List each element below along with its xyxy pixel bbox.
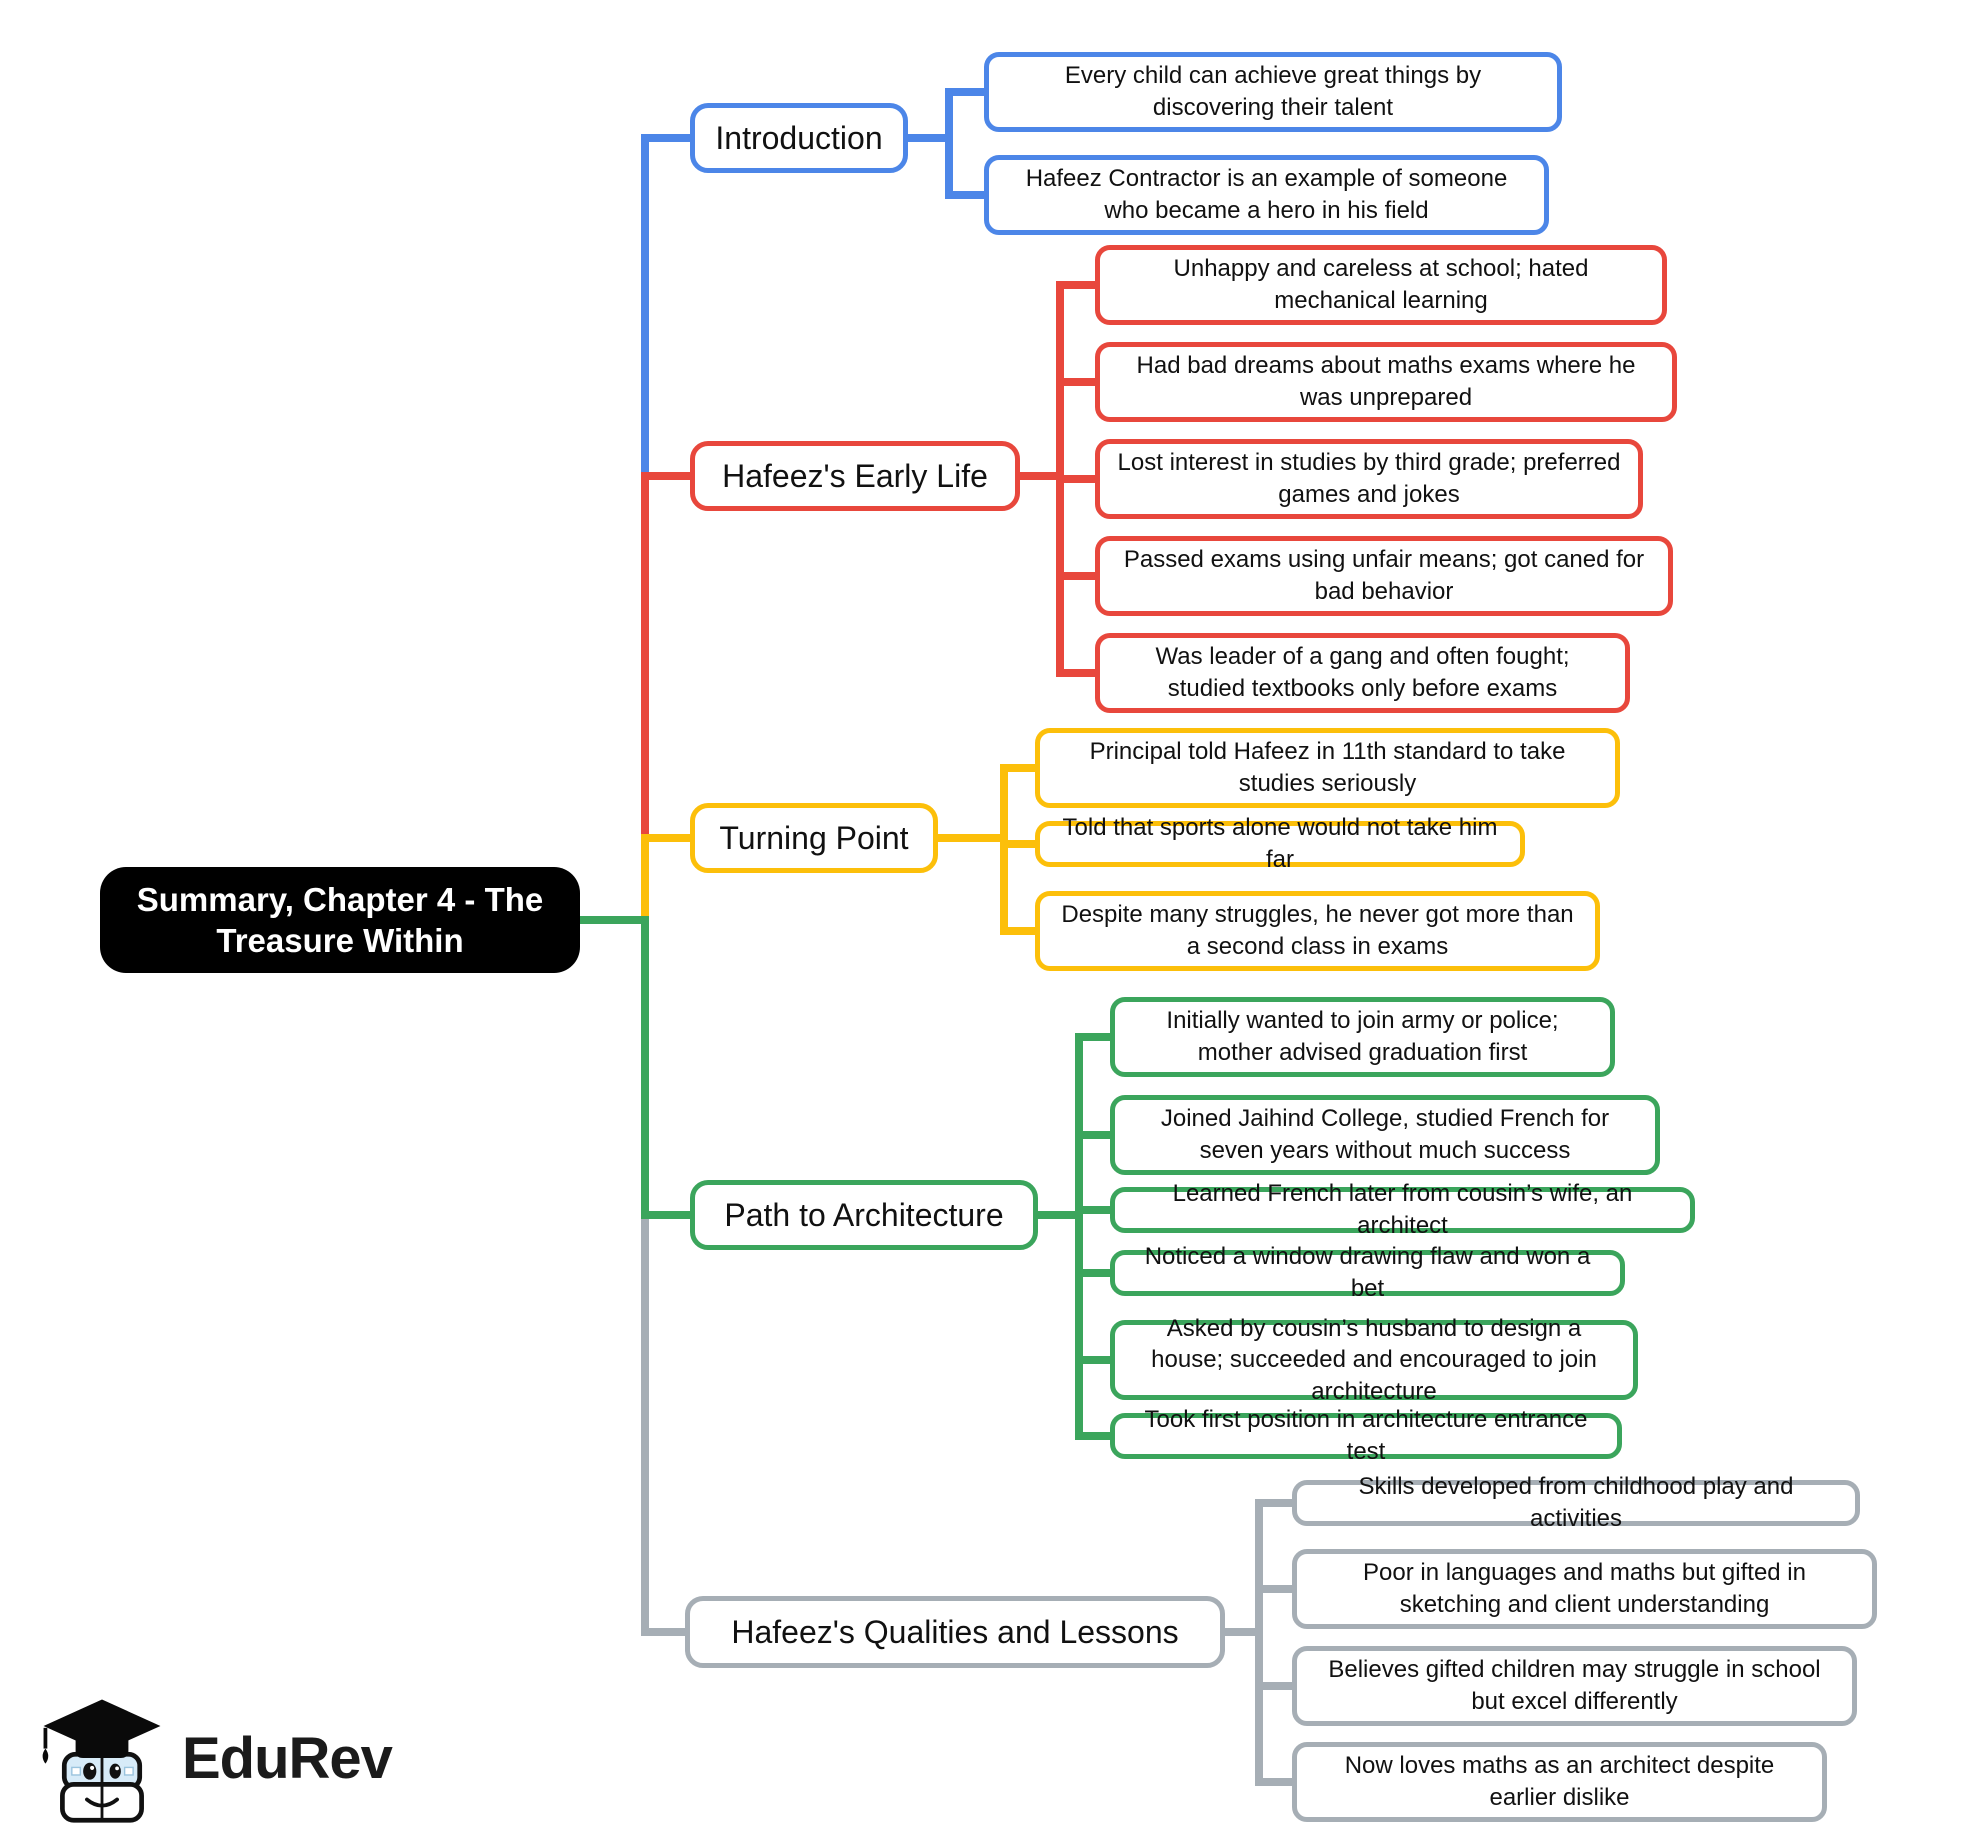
central-topic-node: Summary, Chapter 4 - The Treasure Within: [100, 867, 580, 973]
child-node-turning-1: Principal told Hafeez in 11th standard to take studies seriously: [1035, 728, 1620, 808]
branch-node-qualities-lessons: Hafeez's Qualities and Lessons: [685, 1596, 1225, 1668]
child-node-qualities-2: Poor in languages and maths but gifted in sketching and client understanding: [1292, 1549, 1877, 1629]
connector: [945, 88, 953, 199]
connector: [641, 1211, 696, 1219]
child-node-path-6: Took first position in architecture entrance test: [1110, 1413, 1622, 1459]
child-node-qualities-3: Believes gifted children may struggle in school but excel differently: [1292, 1646, 1857, 1726]
trunk-segment-gray: [641, 1211, 649, 1636]
branch-node-early-life: Hafeez's Early Life: [690, 441, 1020, 511]
child-node-path-2: Joined Jaihind College, studied French for seven years without much success: [1110, 1095, 1660, 1175]
child-node-path-4: Noticed a window drawing flaw and won a bet: [1110, 1250, 1625, 1296]
connector: [1000, 764, 1008, 935]
child-node-earlylife-5: Was leader of a gang and often fought; studied textbooks only before exams: [1095, 633, 1630, 713]
branch-node-path-to-architecture: Path to Architecture: [690, 1180, 1038, 1250]
branch-node-introduction: Introduction: [690, 103, 908, 173]
child-node-qualities-1: Skills developed from childhood play and activities: [1292, 1480, 1860, 1526]
child-node-intro-2: Hafeez Contractor is an example of someone who became a hero in his field: [984, 155, 1549, 235]
connector: [1255, 1499, 1263, 1786]
connector: [641, 472, 696, 480]
connector: [641, 834, 696, 842]
child-node-earlylife-1: Unhappy and careless at school; hated mechanical learning: [1095, 245, 1667, 325]
child-node-earlylife-2: Had bad dreams about maths exams where he was unprepared: [1095, 342, 1677, 422]
trunk-segment-blue: [641, 134, 649, 480]
edurev-logo: [36, 1692, 392, 1824]
child-node-turning-2: Told that sports alone would not take him far: [1035, 821, 1525, 867]
child-node-turning-3: Despite many struggles, he never got more than a second class in exams: [1035, 891, 1600, 971]
child-node-path-3: Learned French later from cousin’s wife, an architect: [1110, 1187, 1695, 1233]
child-node-qualities-4: Now loves maths as an architect despite earlier dislike: [1292, 1742, 1827, 1822]
connector-center: [570, 916, 649, 924]
child-node-path-5: Asked by cousin’s husband to design a house; succeeded and encouraged to join architecture: [1110, 1320, 1638, 1400]
child-node-intro-1: Every child can achieve great things by discovering their talent: [984, 52, 1562, 132]
edurev-logo-text: EduRev: [182, 1725, 392, 1791]
connector: [1075, 1033, 1083, 1440]
child-node-earlylife-4: Passed exams using unfair means; got caned for bad behavior: [1095, 536, 1673, 616]
connector: [641, 134, 696, 142]
connector: [641, 1628, 691, 1636]
edurev-logo-icon: [36, 1692, 168, 1824]
branch-node-turning-point: Turning Point: [690, 803, 938, 873]
trunk-segment-yellow: [641, 834, 649, 924]
connector: [938, 834, 1008, 842]
trunk-segment-green: [641, 916, 649, 1219]
child-node-path-1: Initially wanted to join army or police; mother advised graduation first: [1110, 997, 1615, 1077]
trunk-segment-red: [641, 472, 649, 842]
child-node-earlylife-3: Lost interest in studies by third grade; preferred games and jokes: [1095, 439, 1643, 519]
